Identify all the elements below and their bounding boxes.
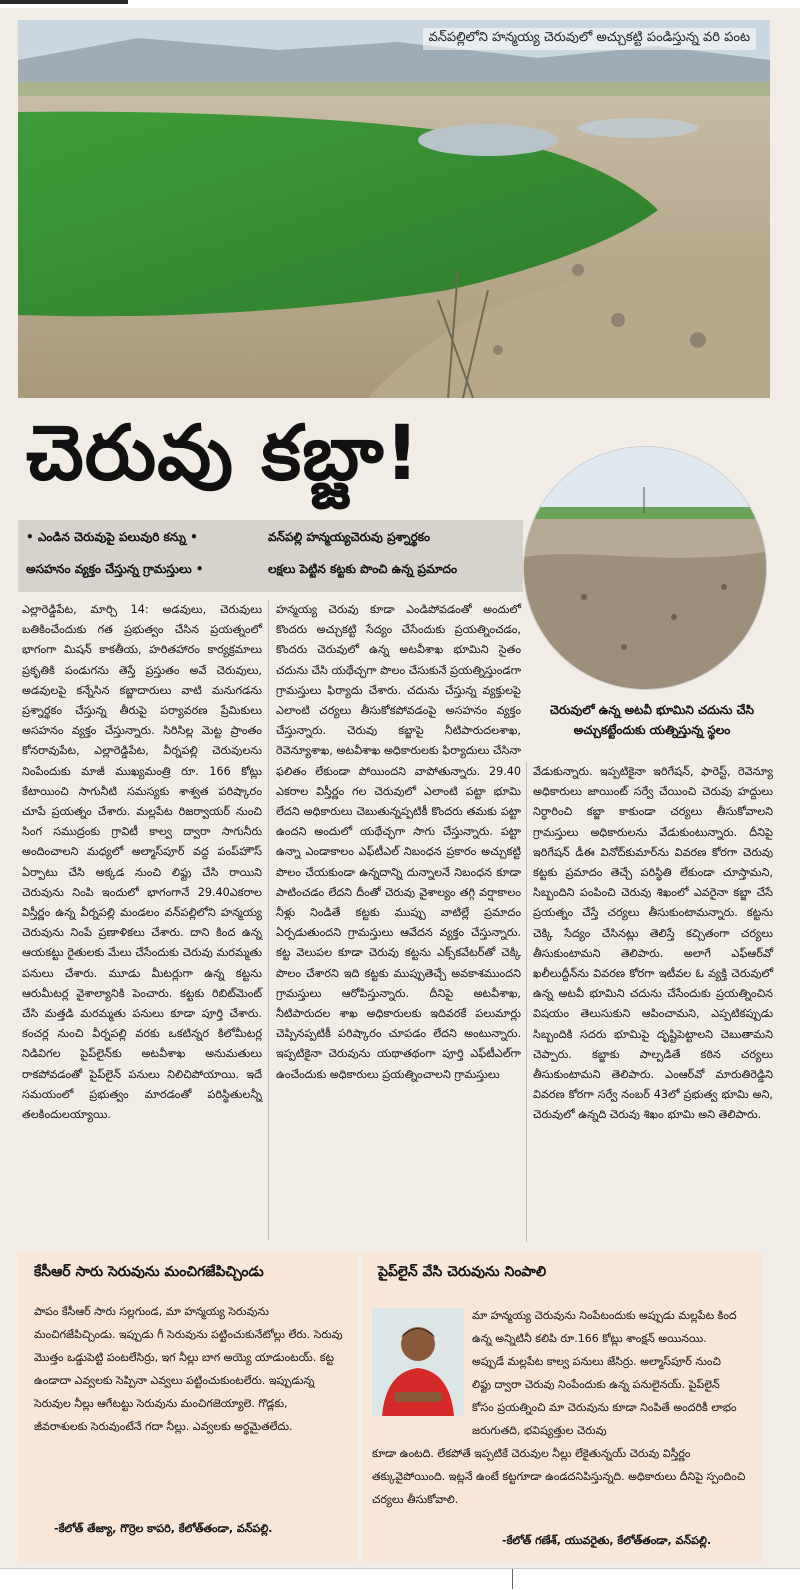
bottom-strip-tick [512, 1569, 513, 1589]
bottom-strip [0, 1568, 800, 1590]
quote-box-right-text-bottom: కూడా ఉంటది. లేకపోతే ఇప్పటికే చెరువుల నీల్లు లేకైతున్నయ్ చెరువు విస్తీర్ణం తక్కువైపోయింది. ఇట్లనే ఉంటే కట్టగూడా ఉండదనిపిస్తున్నది. అధికారులు దీనిపై స్పందించి చర్యలు తీసుకోవాలి. [372, 1447, 746, 1506]
quote-box-left-signature: -కేలోత్ తేజ్యా, గొర్రెల కాపరి, కేలోత్‌తండా, వన్‌పల్లి. [54, 1522, 273, 1535]
quote-box-right [362, 1252, 762, 1562]
bullet-row2-left: అసహనం వ్యక్తం చేస్తున్న గ్రామస్తులు • [26, 562, 204, 576]
quote-box-right-title: పైప్‌లైన్ వేసి చెరువును నింపాలి [378, 1264, 547, 1280]
quote-box-right-text-top: మా హన్మయ్య చెరువును నింపేటందుకు అప్పుడు మల్లపేట కింద ఉన్న అన్నిటినీ కలిపి రూ.166 కోట్లు శాంక్షన్ అయినయి. అప్పుడే మల్లపేట కాల్వ పనులు జేసిర్రు. అల్మాస్‌పూర్ నుంచి లిఫ్టు ద్వారా చెరువు నింపేందుకు ఉన్న పనులైనయ్. పైప్‌లైన్ కోసం ప్రయత్నించి మా చెరువును కూడా నింపితే అందరికీ లాభం జరుగుతది, భవిష్యత్తుల చెరువు [472, 1309, 737, 1437]
bullet-row1-right: వన్‌పల్లి హన్మయ్యచెరువు ప్రశ్నార్థకం [268, 530, 431, 544]
ploughed-land-illustration [524, 447, 766, 689]
quote-box-right-signature: -కేలోత్ గణేశ్, యువరైతు, కేలోత్‌తండా, వన్‌పల్లి. [502, 1534, 712, 1547]
quote-box-left [18, 1252, 358, 1562]
paddy-field-illustration [18, 20, 770, 398]
top-strip-mark [0, 0, 128, 4]
headline: చెరువు కబ్జా! [26, 408, 421, 497]
quote-box-left-text: పాపం కేసీఆర్ సారు సల్లగుండ, మా హన్మయ్య సెరువును మంచిగజేపిచ్చిండు. ఇప్పుడు గీ సెరువును పట్టించుకునేటోల్లు లేరు. సెరువు మొత్తం ఒడ్డుపెట్టి పంటలేసిర్రు, ఇగ నీల్లు బాగ అయ్యె యాడుంటయ్. కట్ట ఉండాదా ఎవ్వలకు సెప్పినా ఎవ్వలు పట్టించుకుంటలేరు. ఇప్పుడున్న సెరువుల నీల్లు ఆగేటట్టు సెరువును మంచిగజెయ్యాలె. గొడ్లకు, జీవరాశులకు సెరువుంటేనే గదా నీల్లు. ఎవ్వలకు అర్థమైతలేదు. [34, 1305, 343, 1433]
article-column-2: హన్మయ్య చెరువు కూడా ఎండిపోవడంతో అందులో కొందరు అచ్చుకట్టి సేద్యం చేసేందుకు ప్రయత్నించడం, కొందరు చెరువులో ఉన్న అటవీశాఖ భూమిని సైతం చదును చేసి యథేచ్ఛగా పొలం చేసుకునే ప్రయత్నిస్తుండగా గ్రామస్తులు ఫిర్యాదు చేశారు. చదును చేస్తున్న వ్యక్తులపై ఎలాంటి చర్యలు తీసుకోకపోవడంపై అసహనం వ్యక్తం చేస్తున్నారు. చెరువు కబ్జాపై నీటిపారుదలశాఖ, రెవెన్యూశాఖ, అటవీశాఖ అధికారులకు ఫిర్యాదులు చేసినా ఫలితం లేకుండా పోయిందని వాపోతున్నారు. 29.40 ఎకరాల విస్తీర్ణం గల చెరువులో ఎలాంటి పట్టా భూమి లేదని అధికారులు చెబుతున్నప్పటికీ కొందరు తమకు పట్టా ఉందని అందులో యథేచ్ఛగా సాగు చేస్తున్నారు. పట్టా ఉన్నా ఎండాకాలం ఎఫ్‌టీఎల్ నిబంధన ప్రకారం అచ్చుకట్టి పొలం చేయకుండా ఉన్నదాన్ని దున్నాలనే నిబంధన కూడా పాటించడం లేదని దీంతో చెరువు వైశాల్యం తగ్గి వర్షాకాలం నీళ్లు నిండితే కట్టకు ముప్పు వాటిల్లే ప్రమాదం ఏర్పడుతుందని గ్రామస్తులు ఆవేదన వ్యక్తం చేస్తున్నారు. కట్ట వెలుపల కూడా చెరువు కట్టను ఎక్స్‌కవేటర్‌తో చెక్కి పొలం చేశారని ఇది కట్టకు ముప్పుతెచ్చే అవకాశముందని గ్రామస్తులు ఆరోపిస్తున్నారు. దీనిపై అటవీశాఖ, నీటిపారుదల శాఖ అధికారులకు ఇదివరకే పలుమార్లు చెప్పినప్పటికీ పరిష్కారం చూపడం లేదని అంటున్నారు. ఇప్పటికైనా చెరువును యథాతథంగా పూర్తి ఎఫ్‌టీఎల్‌గా ఉంచేందుకు అధికారులు ప్రయత్నించాలని గ్రామస్తులు [276, 603, 521, 1081]
person-illustration [372, 1308, 464, 1416]
photo-caption: వన్‌పల్లిలోని హన్మయ్య చెరువులో అచ్చుకట్టి పండిస్తున్న వరి పంట [423, 28, 756, 50]
subheadline-box [18, 520, 523, 592]
inset-photo [523, 446, 767, 690]
column-divider [268, 600, 269, 1240]
column-divider [526, 762, 527, 1242]
article-column-3: వేడుకున్నారు. ఇప్పటికైనా ఇరిగేషన్, ఫారెస్ట్, రెవెన్యూ అధికారులు జాయింట్ సర్వే చేయించి చెరువు హద్దులు నిర్ధారించి కబ్జా కాకుండా చర్యలు తీసుకోవాలని గ్రామస్తులు అధికారులను వేడుకుంటున్నారు. దీనిపై ఇరిగేషన్ డీఈ వినోద్‌కుమార్‌ను వివరణ కోరగా చెరువు కట్టకు ప్రమాదం తెచ్చే పరిస్థితి లేకుండా చూస్తామని, సిబ్బందిని పంపించి చెరువు శిఖంలో ఎవరైనా కబ్జా చేసే ప్రయత్నం చేస్తే చర్యలు తీసుకుంటామన్నారు. కట్టను చెక్కి సేద్యం చేసినట్లు తెలిస్తే కచ్చితంగా చర్యలు తీసుకుంటామని తెలిపారు. అలాగే ఎఫ్ఆర్‌వో ఖలీలుద్దీన్‌ను వివరణ కోరగా ఇటీవల ఓ వ్యక్తి చెరువులో ఉన్న అటవీ భూమిని చదును చేసేందుకు ప్రయత్నించిన విషయం తెలుసుకుని ఆపించామని, ఎప్పటికప్పుడు సిబ్బందికి సదరు భూమిపై దృష్టిపెట్టాలని చెబుతామని చెప్పారు. కబ్జాకు పాల్పడితే కఠిన చర్యలు తీసుకుంటామని తెలిపారు. ఎంఆర్‌వో మారుతిరెడ్డిని వివరణ కోరగా సర్వే నంబర్ 43లో ప్రభుత్వ భూమి అని, చెరువులో ఉన్నది చెరువు శిఖం భూమి అని తెలిపారు. [533, 765, 773, 1122]
top-strip [0, 0, 800, 8]
quote-box-left-title: కేసీఆర్ సారు సెరువును మంచిగజేపిచ్చిండు [34, 1264, 264, 1280]
inset-caption: చెరువులో ఉన్న అటవీ భూమిని చదును చేసి అచ్చుకట్టేందుకు యత్నిస్తున్న స్థలం [549, 703, 755, 737]
bullet-row2-right: లక్షలు పెట్టిన కట్టకు పొంచి ఉన్న ప్రమాదం [268, 562, 458, 576]
farmer-portrait [372, 1308, 464, 1416]
main-photo [18, 20, 770, 398]
bullet-row1-left: • ఎండిన చెరువుపై పలువురి కన్ను • [26, 530, 198, 544]
article-column-1: ఎల్లారెడ్డిపేట, మార్చి 14: అడవులు, చెరువులు బతికించేందుకు గత ప్రభుత్వం చేసిన ప్రయత్నంలో భాగంగా మిషన్ కాకతీయ, హరితహారం కార్యక్రమాలు ప్రకృతికి పండుగను తెస్తే ప్రస్తుతం అవే చెరువులు, అడవులపై కన్నేసిన కబ్జాదారులు వాటి మనుగడను ప్రశ్నార్థకం చేస్తున్న తీరుపై పర్యావరణ ప్రేమికులు అసహనం వ్యక్తం చేస్తున్నారు. సిరిసిల్ల మెట్ట ప్రాంతం కోనరావుపేట, ఎల్లారెడ్డిపేట, వీర్నపల్లి చెరువులను నింపేందుకు మాజీ ముఖ్యమంత్రి రూ. 166 కోట్లు కేటాయించి సాగునీటి సమస్యకు శాశ్వత పరిష్కారం చూపే ప్రయత్నం చేశారు. మల్లపేట రిజర్వాయర్ నుంచి సింగ సముద్రంకు గ్రావిటీ కాల్వ ద్వారా సాగునీరు అందించాలని మధ్యలో అల్మాస్‌పూర్ వద్ద పంప్‌హౌస్ ఏర్పాటు చేసి అక్కడ నుంచి లిఫ్టు చేసి రాయిని చెరువును నింపి ఇందులో భాగంగానే 29.40ఎకరాల విస్తీర్ణం ఉన్న వీర్నపల్లి మండలం వన్‌పల్లిలోని హన్మయ్య చెరువును నింపే ప్రణాళికలు చేశారు. దాని కింద ఉన్న ఆయకట్టు రైతులకు మేలు చేసేందుకు చెరువు మరమ్మతు పనులు చేశారు. మూడు మీటర్లుగా ఉన్న కట్టను ఆరుమీటర్ల వైశాల్యానికి పెంచారు. కట్టకు రిబిట్‌మెంట్ చేసి మత్తడి మరమ్మతు పనులు కూడా పూర్తి చేశారు. కంచర్ల నుంచి వీర్నపల్లి వరకు ఒకటిన్నర కిలోమీటర్ల నిడివిగల పైప్‌లైన్‌కు అటవీశాఖ అనుమతులు రాకపోవడంతో పైప్‌లైన్ పనులు నిలిచిపోయాయి. ఇదే సమయంలో ప్రభుత్వం మారడంతో పరిస్థితులన్నీ తలకిందులయ్యాయి. [22, 603, 262, 1122]
